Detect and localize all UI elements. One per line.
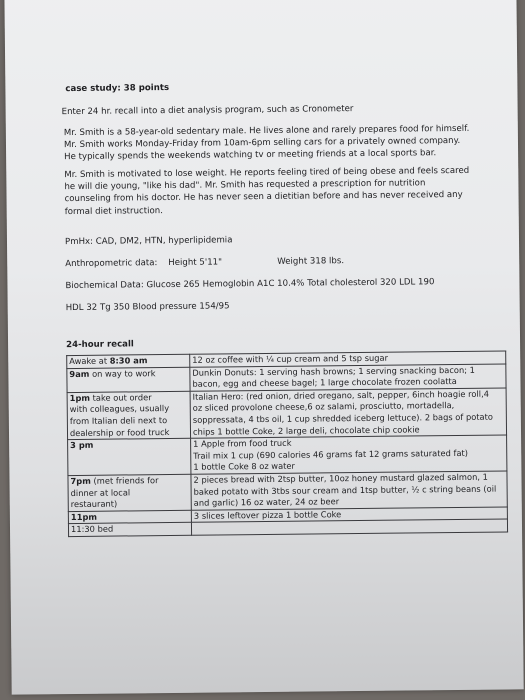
food-text: and garlic) 16 oz water, 24 oz beer [193, 496, 340, 508]
food-text: baked potato with 3tbs sour cream and 1tsp butter, ½ c string beans (oil [193, 483, 497, 497]
table-row [68, 435, 507, 475]
time-text: dealership or food truck [69, 426, 170, 438]
food-cell [190, 388, 506, 439]
paragraph-line: He typically spends the weekends watching tv or meeting friends at a local sports bar. [64, 148, 437, 163]
food-text: Trail mix 1 cup (690 calories 46 grams fat 12 grams saturated fat) [193, 447, 469, 461]
paragraph-motivation [64, 165, 469, 218]
time-cell [68, 474, 191, 511]
time-cell [67, 367, 190, 392]
paragraph-line: formal diet instruction. [64, 205, 163, 217]
food-text: oz sliced provolone cheese,6 oz salami, prosciutto, mortadella, [192, 400, 455, 414]
time-text: 1pm take out order [69, 391, 152, 403]
paragraph-line: Mr. Smith works Monday-Friday from 10am-6pm selling cars for a privately owned company. [63, 136, 461, 151]
time-cell [68, 523, 191, 537]
paper-sheet [4, 0, 523, 695]
time-text: dinner at local [70, 486, 131, 498]
paragraph-line: he will die young, "like his dad". Mr. Smith has requested a prescription for nutrition [64, 178, 426, 193]
time-text: 11:30 bed [70, 523, 114, 535]
paragraph-line: Mr. Smith is a 58-year-old sedentary male. He lives alone and rarely prepares food for himself. [63, 123, 470, 139]
anthro-label: Anthropometric data: [65, 258, 158, 270]
food-cell [191, 435, 507, 474]
time-text: 9am on way to work [69, 367, 156, 379]
time-text: 3 pm [70, 439, 94, 451]
food-text: 1 Apple from food truck [193, 437, 292, 449]
food-cell [191, 519, 507, 535]
food-text: chips 1 bottle Coke, 2 large deli, chocolate chip cookie [192, 423, 420, 437]
instruction-line: Enter 24 hr. recall into a diet analysis program, such as Cronometer [61, 104, 354, 118]
time-text: 11pm [70, 511, 98, 522]
time-text: with colleagues, usually [69, 403, 170, 415]
time-text: Awake at 8:30 am [69, 355, 148, 367]
anthro-height: Height 5'11" [168, 257, 223, 268]
food-text: Dunkin Donuts: 1 serving hash browns; 1 serving snacking bacon; 1 [192, 364, 475, 378]
time-text: 7pm (met friends for [70, 475, 159, 486]
food-cell [190, 364, 506, 391]
paragraph-background [64, 123, 470, 164]
case-study-title: case study: 38 points [65, 82, 170, 95]
food-cell [191, 471, 507, 510]
food-text: bacon, egg and cheese bagel; 1 large chocolate frozen coolatta [192, 376, 457, 389]
paragraph-line: counseling from his doctor. He has never seen a dietitian before and has never received any [64, 190, 463, 205]
food-text: 1 bottle Coke 8 oz water [193, 461, 295, 473]
paragraph-line: Mr. Smith is motivated to lose weight. He reports feeling tired of being obese and feels scared [64, 165, 470, 181]
anthro-weight: Weight 318 lbs. [277, 256, 345, 267]
time-text: restaurant) [70, 498, 118, 510]
recall-heading: 24-hour recall [66, 339, 134, 351]
food-text: Italian Hero: (red onion, dried oregano, salt, pepper, 6inch hoagie roll,4 [192, 388, 490, 402]
food-text: 12 oz coffee with ¼ cup cream and 5 tsp sugar [192, 352, 389, 365]
pmhx-line: PmHx: CAD, DM2, HTN, hyperlipidemia [64, 235, 233, 248]
food-text: 3 slices leftover pizza 1 bottle Coke [193, 508, 342, 521]
recall-table [66, 350, 508, 537]
table-row [68, 471, 507, 511]
hdl-line: HDL 32 Tg 350 Blood pressure 154/95 [65, 301, 230, 314]
food-text: soppressata, 4 tbs oil, 1 cup shredded iceberg lettuce). 2 bags of potato [192, 411, 493, 425]
table-row [67, 388, 506, 440]
time-cell [68, 438, 191, 475]
time-cell [67, 391, 190, 440]
biochem-line: Biochemical Data: Glucose 265 Hemoglobin A1C 10.4% Total cholesterol 320 LDL 190 [65, 277, 435, 292]
time-text: from Italian deli next to [69, 414, 168, 427]
food-text: 2 pieces bread with 2tsp butter, 10oz honey mustard glazed salmon, 1 [193, 471, 488, 485]
